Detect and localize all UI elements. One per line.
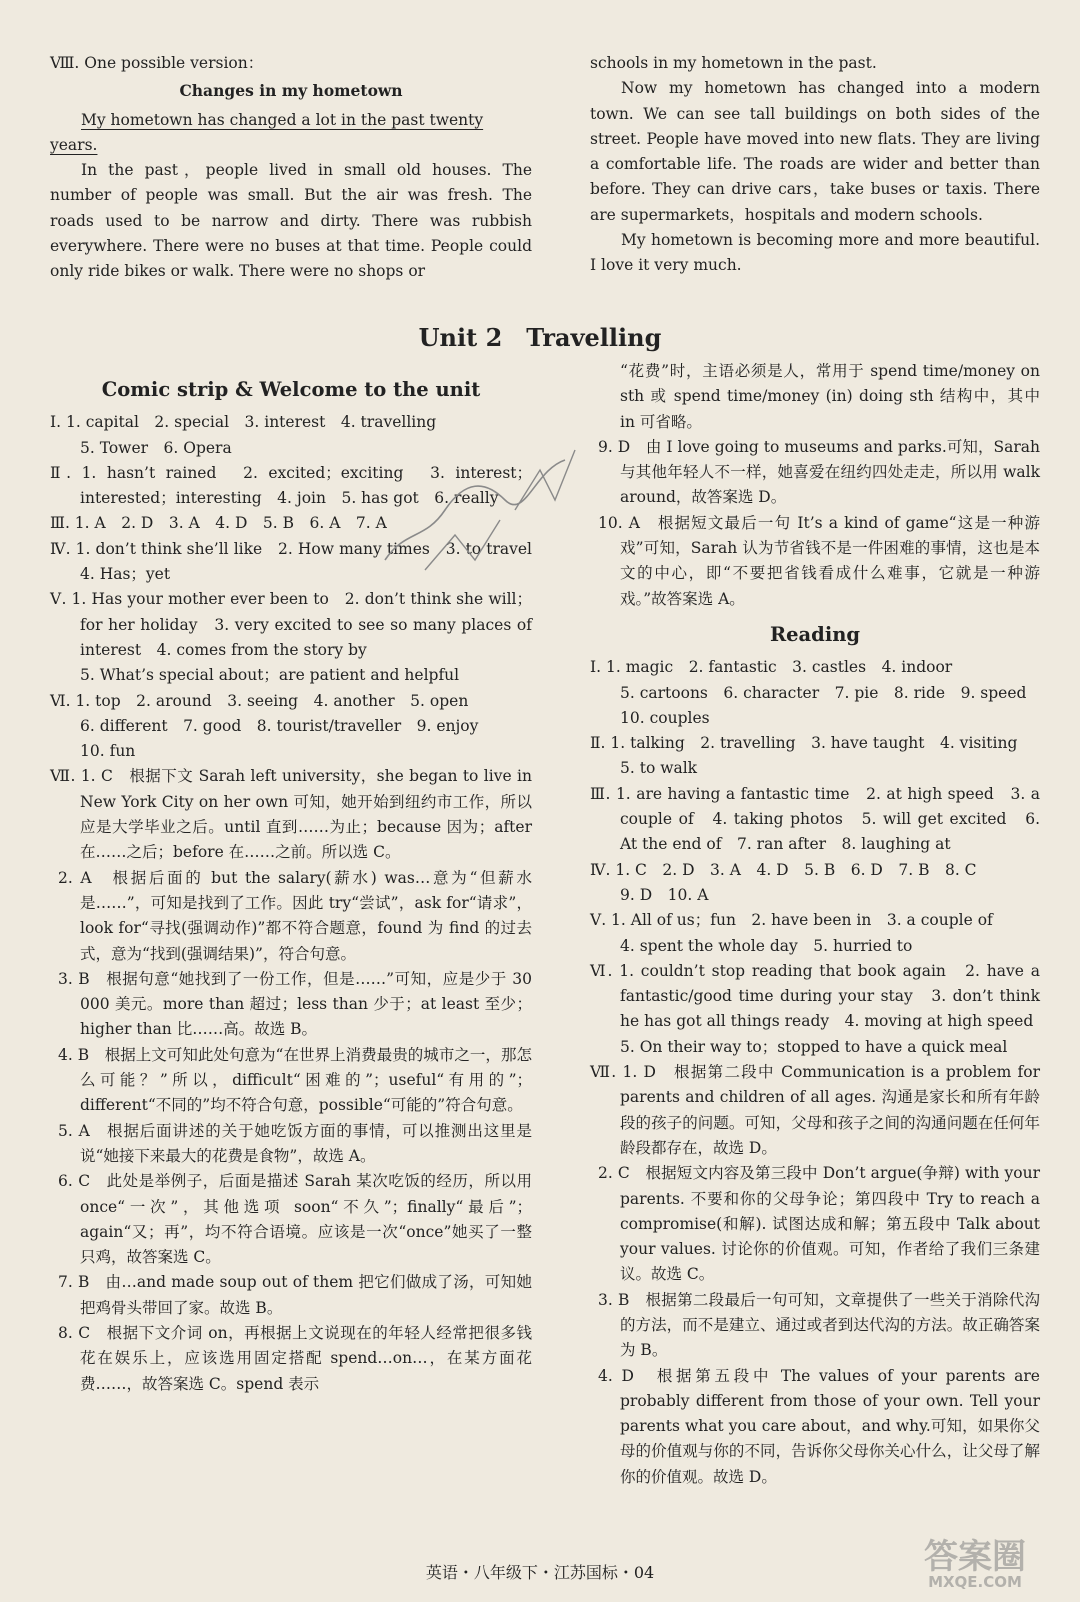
essay-paragraph-2: Now my hometown has changed into a modern town. We can see tall buildings on both sides of the street. People have moved into new flats. They are living a comfortable life. The roads are wider and better than before. They can drive cars，take buses or taxis. There are supermarkets，hospitals and modern schools. [590, 79, 1040, 224]
answer-item: Ⅶ. 1. C 根据下文 Sarah left university，she began to live in New York City on her own 可知，她开始到纽约市工作，所以应是大学毕业之后。until 直到……为止；because 因为；after 在……之后；before 在……之前。所以选 C。 [50, 767, 532, 862]
answer-item: Ⅰ. 1. capital 2. special 3. interest 4. travelling [50, 413, 437, 432]
section-title-comic-strip: Comic strip & Welcome to the unit [101, 378, 481, 401]
answers-left-column [50, 371, 548, 1397]
answer-item: 5. What’s special about；are patient and helpful [80, 666, 460, 685]
essay-paragraph-3: My hometown is becoming more and more beautiful. I love it very much. [590, 231, 1040, 275]
answer-item: Ⅱ. 1. hasn’t rained 2. excited；exciting 3. interest；interested；interesting 4. join 5. has got 6. really [50, 463, 532, 508]
answer-item: 6. different 7. good 8. tourist/traveller 9. enjoy [80, 716, 479, 735]
answer-item: 8. C 根据下文介词 on，再根据上文说现在的年轻人经常把很多钱花在娱乐上，应该选用固定搭配 spend…on…，在某方面花费……，故答案选 C。spend 表示 [58, 1323, 532, 1393]
answer-item: “花费”时，主语必须是人，常用于 spend time/money on sth 或 spend time/money (in) doing sth 结构中，其中 in 可省略。 [620, 362, 1040, 431]
answer-item: 3. B 根据第二段最后一句可知，文章提供了一些关于消除代沟的方法，而不是建立、通过或者到达代沟的方法。故正确答案为 B。 [598, 1290, 1040, 1360]
answer-item: 4. D 根据第五段中 The values of your parents are probably different from those of your own. Tell your parents what you care about，and why.可知，如果你父母的价值观与你的不同，告诉你父母你关心什么，让父母了解你的价值观。故选 D。 [598, 1366, 1040, 1486]
left-answer-list [50, 410, 548, 1397]
answer-item: 5. On their way to；stopped to have a quick meal [620, 1037, 1008, 1056]
answer-item: Ⅲ. 1. are having a fantastic time 2. at high speed 3. a couple of 4. taking photos 5. will get excited 6. At the end of 7. ran after 8. laughing at [590, 784, 1040, 854]
essay-underlined-sentence: My hometown has changed a lot in the past twenty years. [50, 110, 484, 154]
answer-item: 5. to walk [620, 759, 698, 778]
unit-title: Unit 2 Travelling [418, 323, 662, 352]
answer-item: 10. fun [80, 742, 136, 761]
section-title-reading: Reading [769, 622, 861, 646]
watermark-text: 答案圈 [924, 1537, 1026, 1577]
watermark-logo [900, 1537, 1050, 1591]
right-answer-list-b [590, 655, 1040, 1490]
answer-item: 5. Tower 6. Opera [80, 438, 232, 457]
answer-item: 9. D 10. A [620, 885, 709, 904]
answer-item: Ⅱ. 1. talking 2. travelling 3. have taught 4. visiting [590, 734, 1018, 753]
page-footer: 英语・八年级下・江苏国标・04 [425, 1563, 655, 1582]
answer-item: 2. C 根据短文内容及第三段中 Don’t argue(争辩) with your parents. 不要和你的父母争论；第四段中 Try to reach a compromise(和解). 试图达成和解；第五段中 Talk about your values. 讨论你的价值观。可知，作者给了我们三条建议。故选 C。 [598, 1164, 1040, 1284]
answer-item: 3. B 根据句意“她找到了一份工作，但是……”可知，应是少于 30 000 美元。more than 超过；less than 少于；at least 至少；higher than 比……高。故选 B。 [58, 969, 532, 1039]
answer-item: Ⅵ. 1. couldn’t stop reading that book again 2. have a fantastic/good time during your stay 3. don’t think he has got all things ready 4. moving at high speed [590, 961, 1040, 1031]
answer-item: Ⅳ. 1. don’t think she’ll like 2. How many times 3. to travel 4. Has；yet [50, 539, 548, 584]
right-answer-list-a [590, 359, 1040, 612]
answer-item: 2. A 根据后面的 but the salary(薪水) was…意为“但薪水是……”，可知是找到了工作。因此 try“尝试”，ask for“请求”，look for“寻找(强调动作)”都不符合题意，found 为 find 的过去式，意为“找到(强调结果)”，符合句意。 [58, 868, 532, 963]
answer-item: 10. A 根据短文最后一句 It’s a kind of game“这是一种游戏”可知，Sarah 认为节省钱不是一件困难的事情，这也是本文的中心，即“不要把省钱看成什么难事，它就是一种游戏。”故答案选 A。 [598, 513, 1040, 608]
answer-item: Ⅶ. 1. D 根据第二段中 Communication is a problem for parents and children of all ages. 沟通是家长和所有年龄段的孩子的问题。可知，父母和孩子之间的沟通问题在任何年龄段都存在，故选 D。 [590, 1063, 1040, 1157]
answer-item: 10. couples [620, 708, 710, 727]
answer-item: Ⅳ. 1. C 2. D 3. A 4. D 5. B 6. D 7. B 8. C [590, 860, 977, 879]
answer-item: 4. spent the whole day 5. hurried to [620, 936, 913, 955]
essay-left-column [50, 51, 532, 285]
answer-item: Ⅲ. 1. A 2. D 3. A 4. D 5. B 6. A 7. A [50, 514, 387, 533]
answer-item: 4. B 根据上文可知此处句意为“在世界上消费最贵的城市之一，那怎么可能？”所以，difficult“困难的”；useful“有用的”；different“不同的”均不符合句意，possible“可能的”符合句意。 [58, 1045, 532, 1115]
essay-right-column [590, 51, 1040, 279]
answer-item: 5. cartoons 6. character 7. pie 8. ride 9. speed [620, 683, 1027, 702]
answer-item: 6. C 此处是举例子，后面是描述 Sarah 某次吃饭的经历，所以用 once“一次”，其他选项 soon“不久”；finally“最后”；again“又；再”，均不符合语境。应该是一次“once”她买了一整只鸡，故答案选 C。 [58, 1172, 532, 1267]
answer-item: Ⅴ. 1. Has your mother ever been to 2. don’t think she will；for her holiday 3. very excited to see so many places of interest 4. comes from the story by [50, 590, 532, 659]
answer-item: 7. B 由…and made soup out of them 把它们做成了汤，可知她把鸡骨头带回了家。故选 B。 [58, 1273, 532, 1317]
answer-item: 9. D 由 I love going to museums and parks.可知，Sarah 与其他年轻人不一样，她喜爱在纽约四处走走，所以用 walk around，故答案选 D。 [598, 437, 1040, 507]
answer-item: Ⅴ. 1. All of us；fun 2. have been in 3. a couple of [590, 911, 993, 930]
essay-paragraph-1: In the past，people lived in small old houses. The number of people was small. But the air was fresh. The roads used to be narrow and dirty. There was rubbish everywhere. There were no buses at that time. People could only ride bikes or walk. There were no shops or [50, 161, 532, 281]
answers-right-column [590, 359, 1040, 1490]
answer-item: 5. A 根据后面讲述的关于她吃饭方面的事情，可以推测出这里是说“她接下来最大的花费是食物”，故选 A。 [58, 1121, 532, 1165]
essay-continuation: schools in my hometown in the past. [590, 54, 877, 72]
essay-label: Ⅷ. One possible version： [50, 54, 264, 72]
answer-item: Ⅵ. 1. top 2. around 3. seeing 4. another 5. open [50, 691, 469, 710]
answer-item: Ⅰ. 1. magic 2. fantastic 3. castles 4. indoor [590, 658, 953, 677]
essay-title: Changes in my hometown [179, 81, 403, 101]
watermark-url: MXQE.COM [928, 1573, 1022, 1591]
